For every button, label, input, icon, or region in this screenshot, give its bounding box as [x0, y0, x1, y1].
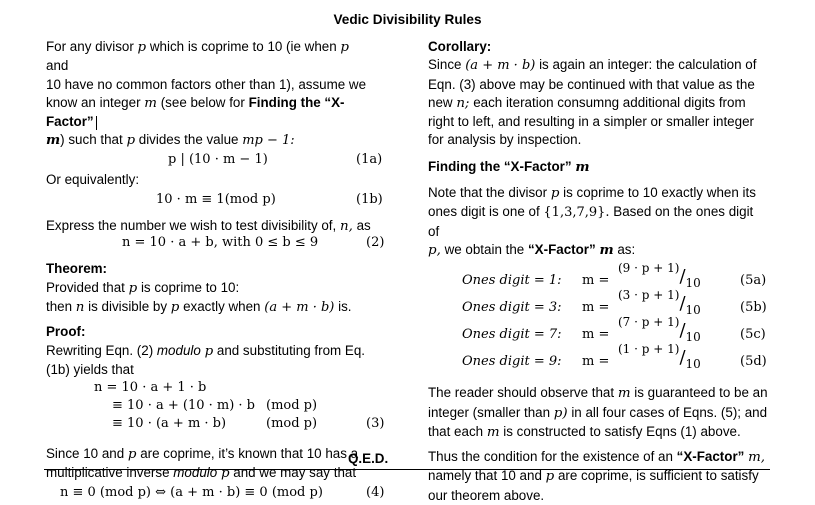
equation-1a: p | (10 · m − 1) (1a) — [46, 151, 371, 171]
qed-mark: Q.E.D. — [348, 451, 389, 466]
equation-number: (2) — [366, 235, 385, 251]
right-column — [428, 38, 768, 505]
intro-paragraph: For any divisor p which is coprime to 10 (ie when p and 10 have no common factors other than 1), assume we know an integer m (see below for Finding the “X-Factor” m) such that p divides the value mp − 1: — [46, 39, 367, 149]
equation-2: n = 10 · a + b, with 0 ≤ b ≤ 9 (2) — [46, 234, 371, 254]
case-row-5d: Ones digit = 9: m = (1 · p + 1)/10 (5d) — [462, 342, 767, 372]
express-paragraph: Express the number we wish to test divisibility of, n, as — [46, 218, 371, 235]
finding-heading: Finding the “X-Factor” m — [428, 158, 590, 175]
thus-paragraph: Thus the condition for the existence of an “X-Factor” m, namely that 10 and p are coprime, is sufficient to satisfy our theorem above. — [428, 449, 766, 503]
proof-heading: Proof: — [46, 324, 86, 340]
equation-number: (5d) — [740, 354, 767, 370]
equation-number: (5b) — [740, 300, 767, 316]
case-row-5b: Ones digit = 3: m = (3 · p + 1)/10 (5b) — [462, 288, 767, 318]
proof-text: Rewriting Eqn. (2) modulo p and substituting from Eq. (1b) yields that — [46, 342, 365, 377]
equation-number: (5c) — [740, 327, 766, 343]
bottom-rule — [44, 469, 770, 470]
equation-4: n ≡ 0 (mod p) ⇔ (a + m · b) ≡ 0 (mod p) (4) — [46, 484, 371, 504]
page-title: Vedic Divisibility Rules — [333, 12, 482, 27]
theorem-heading: Theorem: — [46, 261, 108, 277]
corollary-heading: Corollary: — [428, 39, 492, 54]
corollary-text: Since (a + m · b) is again an integer: the calculation of Eqn. (3) above may be continued with that value as the new n; each iteration consumng additional digits from right to left, and resulting in a simpler or smaller integer for analysis by inspection. — [428, 57, 757, 148]
equation-1b: 10 · m ≡ 1(mod p) (1b) — [46, 191, 371, 211]
reader-paragraph: The reader should observe that m is guaranteed to be an integer (smaller than p) in all four cases of Eqns. (5); and that each m is constructed to satisfy Eqns (1) above. — [428, 385, 768, 440]
equation-3-line-1: n = 10 · a + 1 · b — [94, 380, 207, 396]
or-equivalently: Or equivalently: — [46, 171, 140, 187]
equation-number: (3) — [366, 416, 385, 432]
note-paragraph: Note that the divisor p is coprime to 10 exactly when its ones digit is one of {1,3,7,9}. Based on the ones digit of p, we obtain the “X-Factor” m as: — [428, 185, 756, 258]
case-row-5c: Ones digit = 7: m = (7 · p + 1)/10 (5c) — [462, 315, 766, 345]
equation-number: (1b) — [356, 192, 383, 208]
theorem-text: Provided that p is coprime to 10: then n is divisible by p exactly when (a + m · b) is. — [46, 279, 352, 315]
case-row-5a: Ones digit = 1: m = (9 · p + 1)/10 (5a) — [462, 261, 767, 291]
text-cursor — [96, 116, 97, 130]
left-column — [46, 38, 385, 504]
equation-3-line-3: ≡ 10 · (a + m · b) (mod p) (3) — [46, 415, 371, 437]
since-paragraph: Since 10 and p are coprime, it’s known that 10 has a multiplicative inverse modulo p and we may say that — [46, 446, 359, 482]
equation-number: (1a) — [356, 151, 383, 167]
equation-number: (4) — [366, 484, 385, 500]
equation-3-line-2: ≡ 10 · a + (10 · m) · b (mod p) — [112, 398, 318, 414]
equation-number: (5a) — [740, 273, 767, 289]
